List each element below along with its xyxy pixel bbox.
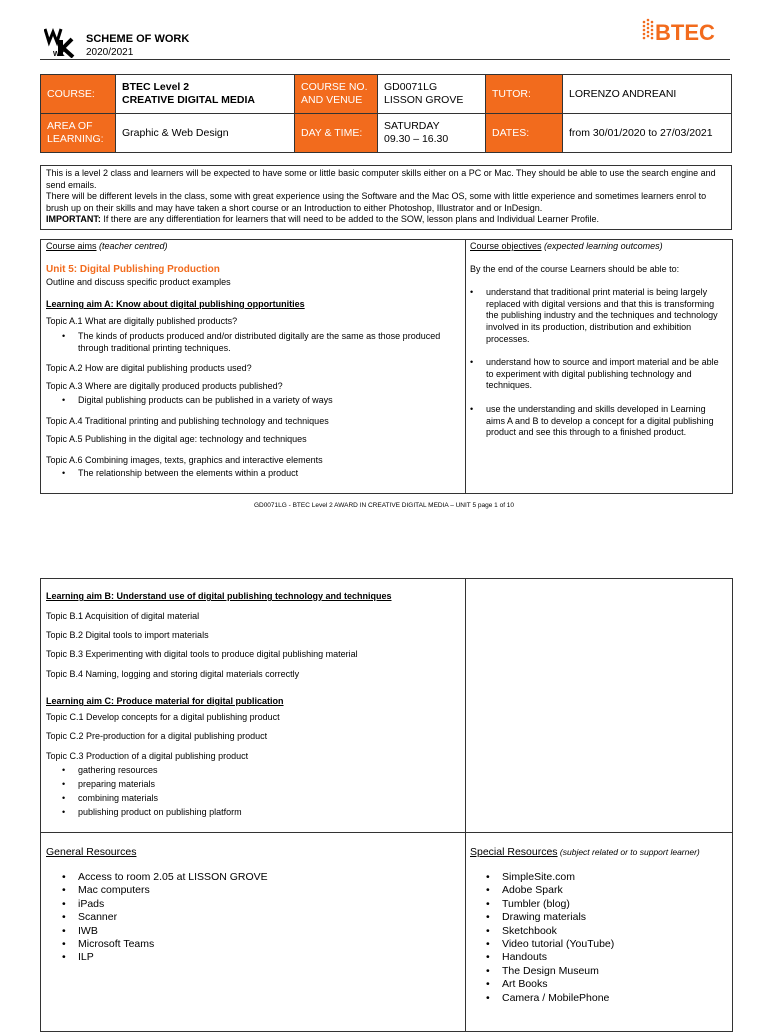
special-resources-heading: Special Resources (subject related or to support learner) <box>470 846 700 858</box>
resource-item: • Art Books <box>486 978 548 991</box>
dates-label: DATES: <box>486 114 563 153</box>
resource-item: • Drawing materials <box>486 911 587 924</box>
resource-item: • Scanner <box>62 911 118 924</box>
day-label: DAY & TIME: <box>295 114 378 153</box>
topic-c3-item: • publishing product on publishing platform <box>62 807 242 817</box>
description-important: IMPORTANT: If there are any differentiation for learners that will need to be added to the SOW, lesson plans and Individual Learner Profile. <box>46 214 599 225</box>
topic-a1-bullet: • The kinds of products produced and/or distributed digitally are the same as those produced through traditional printing techniques. <box>62 331 441 353</box>
course-label: COURSE: <box>41 75 116 114</box>
area-value: Graphic & Web Design <box>116 114 295 153</box>
topic-a6-bullet: • The relationship between the elements within a product <box>62 468 299 478</box>
topic-c2: Topic C.2 Pre-production for a digital publishing product <box>46 731 268 741</box>
description-line-2: There will be different levels in the class, some with great experience using the Software and the Mac OS, some with little experience and sometimes learners enrol to brush up on their skills and may have taken a short course or an Introduction to either Photoshop, Illustrator and or InDesign. <box>46 191 707 213</box>
tutor-value: LORENZO ANDREANI <box>563 75 732 114</box>
resource-item: • Adobe Spark <box>486 884 563 897</box>
description-line-1: This is a level 2 class and learners will be expected to have some or little basic computer skills either on a PC or Mac. They should be able to use the search engine and send emails. <box>46 168 716 190</box>
objectives-empty-box <box>464 578 733 833</box>
topic-a1: Topic A.1 What are digitally published products? <box>46 316 238 326</box>
unit-subtitle: Outline and discuss specific product examples <box>46 277 231 287</box>
resource-item: • ILP <box>62 951 94 964</box>
course-aims-heading: Course aims (teacher centred) <box>46 241 168 251</box>
topic-a3-bullet: • Digital publishing products can be published in a variety of ways <box>62 395 333 405</box>
objectives-intro: By the end of the course Learners should be able to: <box>470 264 680 274</box>
topic-a5: Topic A.5 Publishing in the digital age: technology and techniques <box>46 434 307 444</box>
learning-aim-b: Learning aim B: Understand use of digital publishing technology and techniques <box>46 591 392 601</box>
topic-c3-item: • preparing materials <box>62 779 156 789</box>
general-resources-heading: General Resources <box>46 846 137 858</box>
objective-item-1: • understand that traditional print material is being largely replaced with digital versions and that this is transforming the publishing industry and the techniques and technology involved in its production, distribution and exhibition processes. <box>470 287 718 344</box>
topic-a2: Topic A.2 How are digital publishing products used? <box>46 363 252 373</box>
topic-a4: Topic A.4 Traditional printing and publishing technology and techniques <box>46 416 329 426</box>
topic-c1: Topic C.1 Develop concepts for a digital publishing product <box>46 712 280 722</box>
btec-logo <box>640 16 732 48</box>
resource-item: • Microsoft Teams <box>62 938 155 951</box>
topic-b3: Topic B.3 Experimenting with digital tools to produce digital publishing material <box>46 649 358 659</box>
course-objectives-heading: Course objectives (expected learning outcomes) <box>470 241 663 251</box>
resource-item: • Handouts <box>486 951 547 964</box>
page-footer: GD0071LG - BTEC Level 2 AWARD IN CREATIVE DIGITAL MEDIA – UNIT 5 page 1 of 10 <box>253 502 515 509</box>
topic-c3: Topic C.3 Production of a digital publishing product <box>46 751 249 761</box>
learning-aim-a: Learning aim A: Know about digital publishing opportunities <box>46 299 305 309</box>
topic-b1: Topic B.1 Acquisition of digital material <box>46 611 200 621</box>
resource-item: • Video tutorial (YouTube) <box>486 938 615 951</box>
topic-b2: Topic B.2 Digital tools to import materials <box>46 630 209 640</box>
objective-item-2: • understand how to source and import material and be able to experiment with digital publishing technology and techniques. <box>470 357 719 391</box>
topic-c3-item: • combining materials <box>62 793 159 803</box>
resource-item: • iPads <box>62 897 105 910</box>
resource-item: • Access to room 2.05 at LISSON GROVE <box>62 871 268 883</box>
document-title: SCHEME OF WORK <box>86 33 190 45</box>
tutor-label: TUTOR: <box>486 75 563 114</box>
resource-item: • SimpleSite.com <box>486 871 575 883</box>
resource-item: • IWB <box>62 924 98 937</box>
logo-letters: WK <box>53 51 65 58</box>
dates-value: from 30/01/2020 to 27/03/2021 <box>563 114 732 153</box>
wk-logo <box>44 26 76 58</box>
course-info-table <box>40 74 732 153</box>
course-no-label: COURSE NO. AND VENUE <box>295 75 378 114</box>
header-rule <box>40 59 730 60</box>
topic-b4: Topic B.4 Naming, logging and storing digital materials correctly <box>46 669 300 679</box>
document-year: 2020/2021 <box>86 47 134 58</box>
unit-title: Unit 5: Digital Publishing Production <box>46 264 220 275</box>
special-resources-list <box>486 871 726 1005</box>
course-value: BTEC Level 2 CREATIVE DIGITAL MEDIA <box>116 75 295 114</box>
resource-item: • The Design Museum <box>486 964 599 977</box>
brand-text: BTEC <box>655 20 715 45</box>
topic-a3: Topic A.3 Where are digitally produced products published? <box>46 381 283 391</box>
day-value: SATURDAY 09.30 – 16.30 <box>378 114 486 153</box>
resource-item: • Camera / MobilePhone <box>486 991 610 1004</box>
general-resources-list <box>62 871 452 965</box>
objective-item-3: • use the understanding and skills developed in Learning aims A and B to develop a concept for a digital publishing product and see this through to a finished product. <box>470 404 714 438</box>
resource-item: • Sketchbook <box>486 924 557 937</box>
resource-item: • Mac computers <box>62 884 150 897</box>
resource-item: • Tumbler (blog) <box>486 897 570 910</box>
area-label: AREA OF LEARNING: <box>41 114 116 153</box>
course-description <box>40 165 732 230</box>
course-no-value: GD0071LG LISSON GROVE <box>378 75 486 114</box>
topic-a6: Topic A.6 Combining images, texts, graphics and interactive elements <box>46 455 323 465</box>
learning-aim-c: Learning aim C: Produce material for digital publication <box>46 696 284 706</box>
topic-c3-item: • gathering resources <box>62 765 158 775</box>
